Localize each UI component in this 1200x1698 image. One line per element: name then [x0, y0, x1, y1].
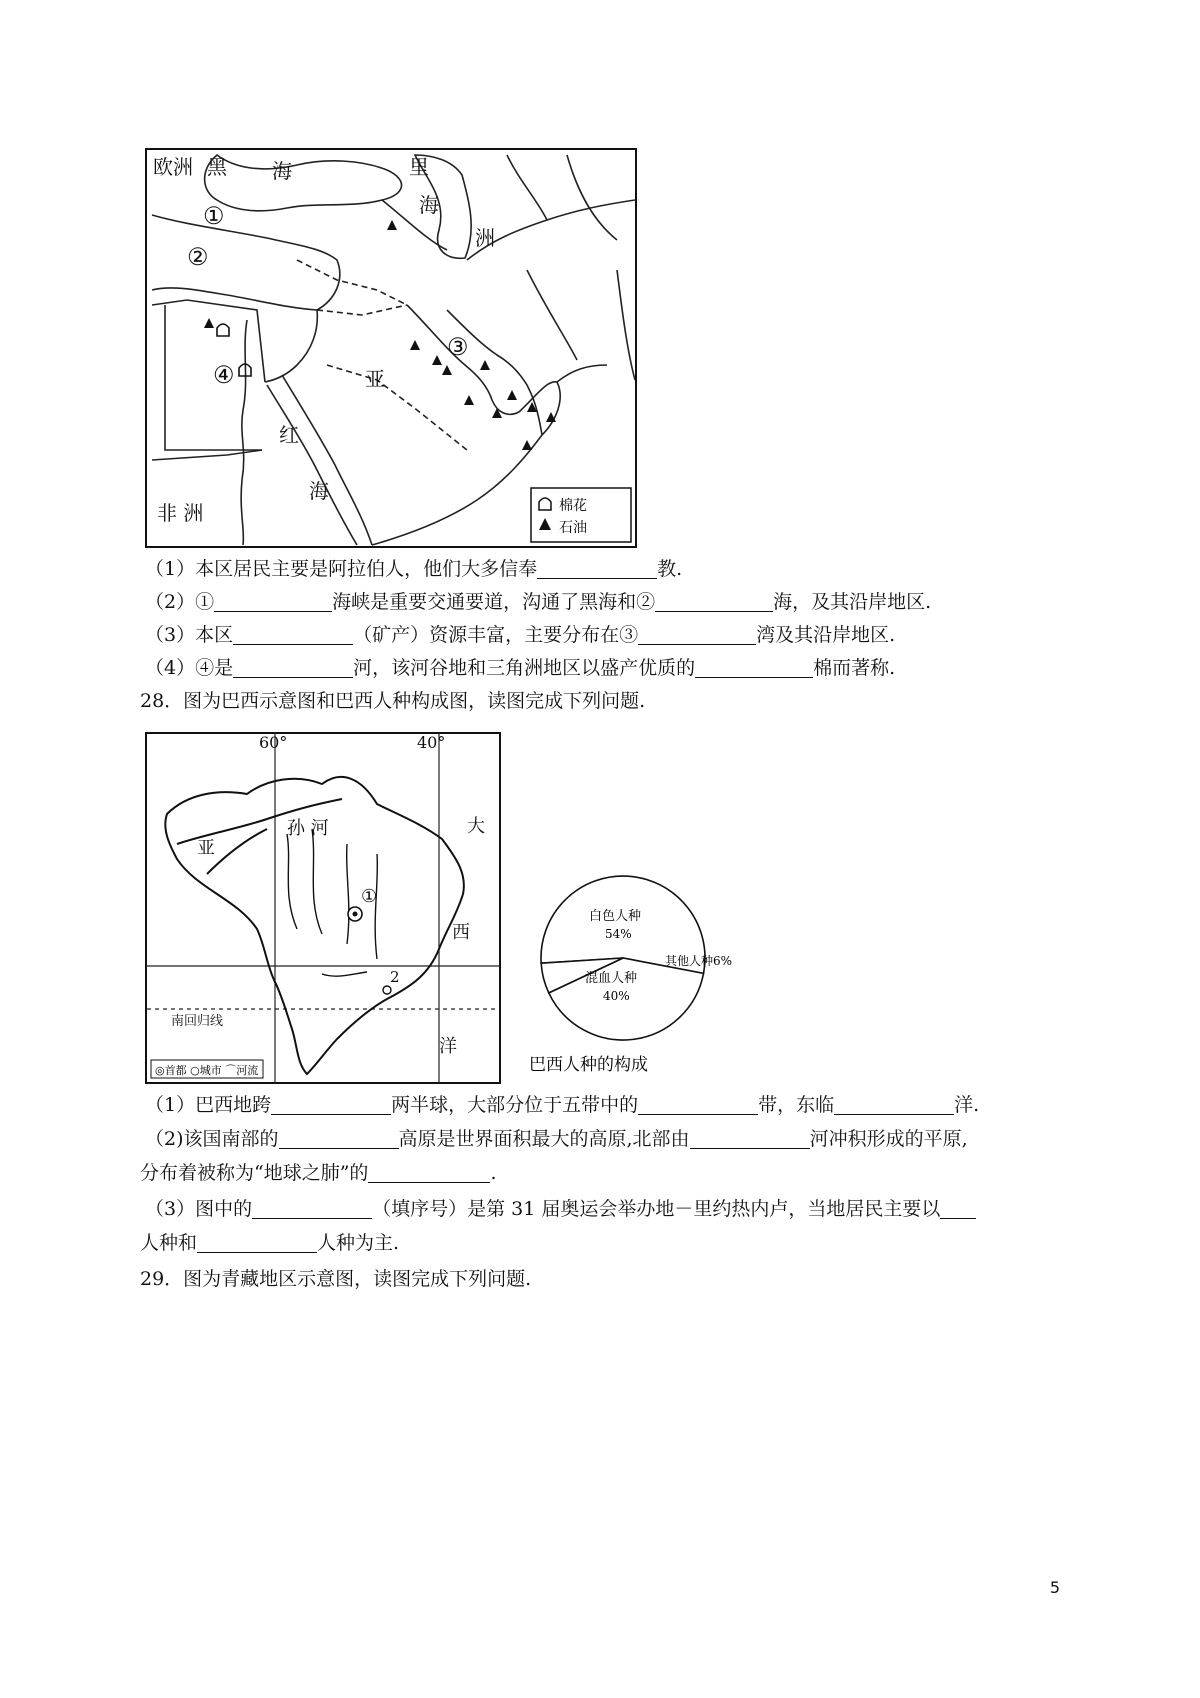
- pie-label-white: 白色人种: [589, 909, 642, 924]
- marker-4: ④: [213, 361, 235, 389]
- label-tropic: 南回归线: [171, 1014, 224, 1029]
- label-black: 黑: [207, 155, 227, 179]
- q28-line-2: （2)该国南部的 高原是世界面积最大的高原,北部由 河冲积形成的平原,: [145, 1128, 968, 1150]
- lon-40: 40°: [417, 734, 446, 752]
- blank[interactable]: [279, 1128, 399, 1149]
- label-zhou: 洲: [475, 226, 495, 250]
- label-europe: 欧洲: [153, 155, 193, 179]
- pie-pct-mixed: 40%: [603, 989, 630, 1003]
- q27-line-2: （2）① 海峡是重要交通要道，沟通了黑海和② 海，及其沿岸地区.: [145, 591, 932, 613]
- pie-caption: 巴西人种的构成: [529, 1055, 648, 1075]
- label-yang: 洋: [439, 1036, 457, 1057]
- label-da: 大: [467, 816, 485, 837]
- blank[interactable]: [271, 1094, 391, 1115]
- q27-line-4: （4）④是 河，该河谷地和三角洲地区以盛产优质的 棉而著称.: [145, 657, 896, 679]
- q29-title: 29．图为青藏地区示意图，读图完成下列问题.: [140, 1268, 532, 1290]
- blank[interactable]: [233, 657, 353, 678]
- blank[interactable]: [252, 1198, 372, 1219]
- blank[interactable]: [690, 1128, 810, 1149]
- marker-2-brazil: 2: [390, 968, 400, 986]
- middle-east-map-drawing: [147, 150, 635, 546]
- pie-svg: [525, 870, 755, 1080]
- pie-label-mixed: 混血人种: [585, 971, 638, 986]
- blank[interactable]: [233, 624, 353, 645]
- marker-2: ②: [187, 243, 209, 271]
- label-sea-black: 海: [272, 159, 292, 183]
- blank[interactable]: [940, 1198, 976, 1219]
- label-africa: 非 洲: [157, 501, 204, 525]
- legend-cotton: 棉花: [559, 498, 587, 514]
- blank[interactable]: [197, 1232, 317, 1253]
- q28-title: 28．图为巴西示意图和巴西人种构成图，读图完成下列问题.: [140, 690, 646, 712]
- lon-60: 60°: [259, 734, 288, 752]
- blank[interactable]: [695, 657, 813, 678]
- label-li: 里: [409, 155, 429, 179]
- pie-label-other: 其他人种6%: [665, 954, 733, 968]
- q28-line-3: 分布着被称为“地球之肺”的 .: [140, 1162, 497, 1184]
- brazil-legend-text: ◎首都 ○城市 ⌒河流: [155, 1064, 259, 1077]
- q27-line-1: （1）本区居民主要是阿拉伯人，他们大多信奉 教.: [145, 558, 683, 580]
- map-legend: [531, 488, 631, 542]
- marker-3: ③: [447, 333, 469, 361]
- q28-line-5: 人种和 人种为主.: [140, 1232, 400, 1254]
- q28-line-1: （1）巴西地跨 两半球，大部分位于五带中的 带，东临 洋.: [145, 1094, 980, 1116]
- brazil-legend: [151, 1060, 263, 1078]
- brazil-map: [145, 732, 501, 1084]
- blank[interactable]: [638, 624, 756, 645]
- marker-1: ①: [203, 202, 225, 230]
- blank[interactable]: [834, 1094, 954, 1115]
- blank[interactable]: [214, 591, 332, 612]
- label-ya: 亚: [365, 367, 385, 391]
- city-icon: [383, 986, 391, 994]
- blank[interactable]: [368, 1162, 490, 1183]
- label-sea-caspian: 海: [419, 193, 439, 217]
- legend-oil: 石油: [559, 520, 587, 536]
- middle-east-map: [145, 148, 637, 548]
- blank[interactable]: [655, 591, 773, 612]
- q28-line-4: （3）图中的 （填序号）是第 31 届奥运会举办地－里约热内卢，当地居民主要以: [145, 1196, 976, 1222]
- label-hong: 红: [279, 423, 299, 447]
- page-number: 5: [1049, 1578, 1060, 1597]
- blank[interactable]: [537, 558, 657, 579]
- label-sea-red: 海: [309, 479, 329, 503]
- blank[interactable]: [638, 1094, 758, 1115]
- marker-1-brazil: ①: [361, 886, 378, 907]
- label-ya-brazil: 亚: [197, 838, 215, 859]
- label-river: 孙 河: [287, 818, 329, 839]
- race-pie-chart: [525, 870, 755, 1080]
- brazil-map-drawing: [147, 734, 499, 1082]
- label-xi: 西: [452, 922, 470, 943]
- q27-line-3: （3）本区 （矿产）资源丰富，主要分布在③ 湾及其沿岸地区.: [145, 624, 896, 646]
- pie-pct-white: 54%: [605, 927, 632, 941]
